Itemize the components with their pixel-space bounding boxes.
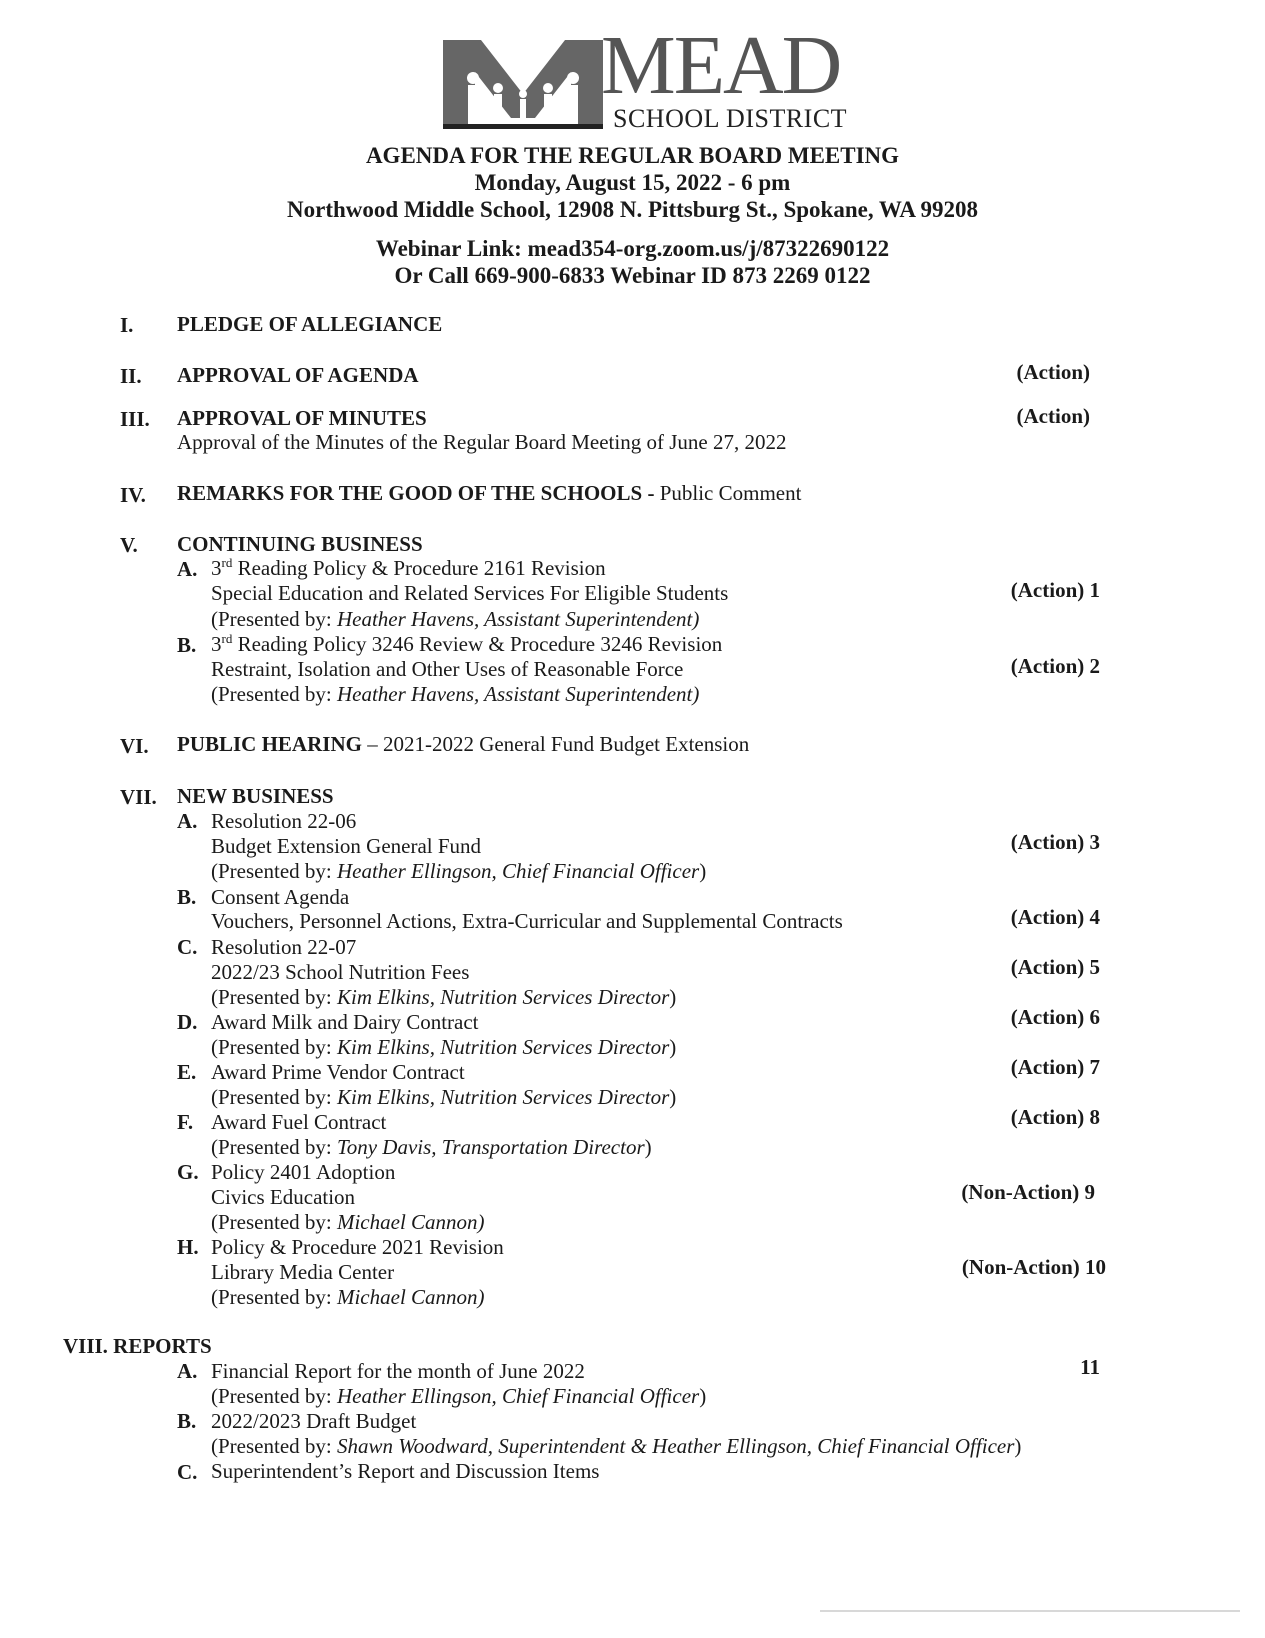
- item-title: Policy 2401 Adoption: [211, 1160, 396, 1184]
- item-title: Superintendent’s Report and Discussion Items: [211, 1459, 600, 1483]
- section-line: [177, 480, 801, 506]
- item-letter: G.: [177, 1160, 199, 1184]
- item-title: Award Prime Vendor Contract: [211, 1060, 465, 1084]
- item-letter: A.: [177, 557, 198, 581]
- item-presenter: (Presented by: Michael Cannon): [211, 1285, 485, 1309]
- item-letter: E.: [177, 1060, 197, 1084]
- action-label: (Action) 4: [1010, 905, 1100, 929]
- meeting-location: Northwood Middle School, 12908 N. Pittsburg St., Spokane, WA 99208: [287, 197, 978, 222]
- item-letter: A.: [177, 809, 198, 833]
- call-in-info: Or Call 669-900-6833 Webinar ID 873 2269 0122: [394, 263, 871, 288]
- section-number: VI.: [120, 734, 149, 758]
- item-presenter: (Presented by: Kim Elkins, Nutrition Services Director): [211, 1085, 677, 1109]
- meeting-date: Monday, August 15, 2022 - 6 pm: [474, 170, 791, 195]
- section-description: Public Comment: [654, 481, 802, 505]
- item-letter: B.: [177, 885, 197, 909]
- section-number: VII.: [120, 785, 157, 809]
- action-label: (Action) 2: [1010, 654, 1100, 678]
- section-number: V.: [120, 533, 138, 557]
- action-label: (Non-Action) 9: [961, 1180, 1095, 1204]
- item-title: 2022/2023 Draft Budget: [211, 1409, 417, 1433]
- item-letter: F.: [177, 1110, 194, 1134]
- item-title: 3rd Reading Policy 3246 Review & Procedure 3246 Revision: [211, 631, 723, 656]
- item-subtitle: Budget Extension General Fund: [211, 834, 482, 858]
- family-m-logo-icon: [443, 32, 603, 132]
- item-presenter: (Presented by: Heather Ellingson, Chief Financial Officer): [211, 1384, 707, 1408]
- item-presenter: (Presented by: Tony Davis, Transportation Director): [211, 1135, 652, 1159]
- item-letter: C.: [177, 1460, 198, 1484]
- item-letter: C.: [177, 935, 198, 959]
- item-subtitle: 2022/23 School Nutrition Fees: [211, 960, 470, 984]
- agenda-title: AGENDA FOR THE REGULAR BOARD MEETING: [365, 143, 900, 168]
- section-title: VIII. REPORTS: [63, 1334, 212, 1358]
- item-letter: B.: [177, 633, 197, 657]
- item-subtitle: Vouchers, Personnel Actions, Extra-Curricular and Supplemental Contracts: [211, 909, 843, 933]
- action-label: (Action) 6: [1010, 1005, 1100, 1029]
- item-letter: D.: [177, 1010, 198, 1034]
- item-presenter: (Presented by: Heather Ellingson, Chief Financial Officer): [211, 859, 707, 883]
- logo-wordmark: MEAD: [601, 19, 841, 112]
- section-title: CONTINUING BUSINESS: [177, 532, 423, 556]
- action-label: (Action) 5: [1010, 955, 1100, 979]
- item-subtitle: Special Education and Related Services For Eligible Students: [211, 581, 729, 605]
- action-label: (Action) 1: [1010, 578, 1100, 602]
- section-title: PUBLIC HEARING: [177, 732, 362, 756]
- section-number: IV.: [120, 483, 146, 507]
- item-title: Award Milk and Dairy Contract: [211, 1010, 479, 1034]
- item-letter: A.: [177, 1359, 198, 1383]
- section-title: APPROVAL OF AGENDA: [177, 363, 419, 387]
- scan-edge-divider: [820, 1610, 1240, 1612]
- item-title: Financial Report for the month of June 2022: [211, 1359, 585, 1383]
- item-subtitle: Civics Education: [211, 1185, 356, 1209]
- item-presenter: (Presented by: Kim Elkins, Nutrition Services Director): [211, 985, 677, 1009]
- section-description: Approval of the Minutes of the Regular Board Meeting of June 27, 2022: [177, 430, 787, 454]
- section-title: REMARKS FOR THE GOOD OF THE SCHOOLS -: [177, 481, 655, 505]
- section-description: – 2021-2022 General Fund Budget Extension: [361, 732, 750, 756]
- action-label: (Action) 3: [1010, 830, 1100, 854]
- section-title: PLEDGE OF ALLEGIANCE: [177, 312, 443, 336]
- action-label: (Non-Action) 10: [961, 1255, 1106, 1279]
- item-subtitle: Restraint, Isolation and Other Uses of Reasonable Force: [211, 657, 684, 681]
- item-title: 3rd Reading Policy & Procedure 2161 Revision: [211, 555, 606, 580]
- item-title: Resolution 22-06: [211, 809, 357, 833]
- item-letter: H.: [177, 1235, 199, 1259]
- action-label: (Action): [1016, 404, 1090, 428]
- page-reference: 11: [1080, 1355, 1100, 1379]
- action-label: (Action) 8: [1010, 1105, 1100, 1129]
- logo-subtitle: SCHOOL DISTRICT: [613, 104, 848, 133]
- item-presenter: (Presented by: Shawn Woodward, Superintendent & Heather Ellingson, Chief Financial Officer): [211, 1434, 1022, 1458]
- section-title: NEW BUSINESS: [177, 784, 334, 808]
- action-label: (Action) 7: [1010, 1055, 1100, 1079]
- item-title: Award Fuel Contract: [211, 1110, 387, 1134]
- item-subtitle: Library Media Center: [211, 1260, 395, 1284]
- section-number: II.: [120, 364, 142, 388]
- item-letter: B.: [177, 1409, 197, 1433]
- action-label: (Action): [1016, 360, 1090, 384]
- section-number: I.: [120, 313, 134, 337]
- webinar-link: Webinar Link: mead354-org.zoom.us/j/87322690122: [375, 236, 890, 261]
- item-title: Consent Agenda: [211, 885, 350, 909]
- district-logo: [443, 19, 848, 136]
- item-title: Resolution 22-07: [211, 935, 357, 959]
- item-presenter: (Presented by: Heather Havens, Assistant Superintendent): [211, 682, 700, 706]
- item-presenter: (Presented by: Michael Cannon): [211, 1210, 485, 1234]
- section-number: III.: [120, 407, 150, 431]
- item-title: Policy & Procedure 2021 Revision: [211, 1235, 504, 1259]
- section-title: APPROVAL OF MINUTES: [177, 406, 427, 430]
- section-line: [177, 731, 749, 757]
- item-presenter: (Presented by: Heather Havens, Assistant Superintendent): [211, 607, 700, 631]
- item-presenter: (Presented by: Kim Elkins, Nutrition Services Director): [211, 1035, 677, 1059]
